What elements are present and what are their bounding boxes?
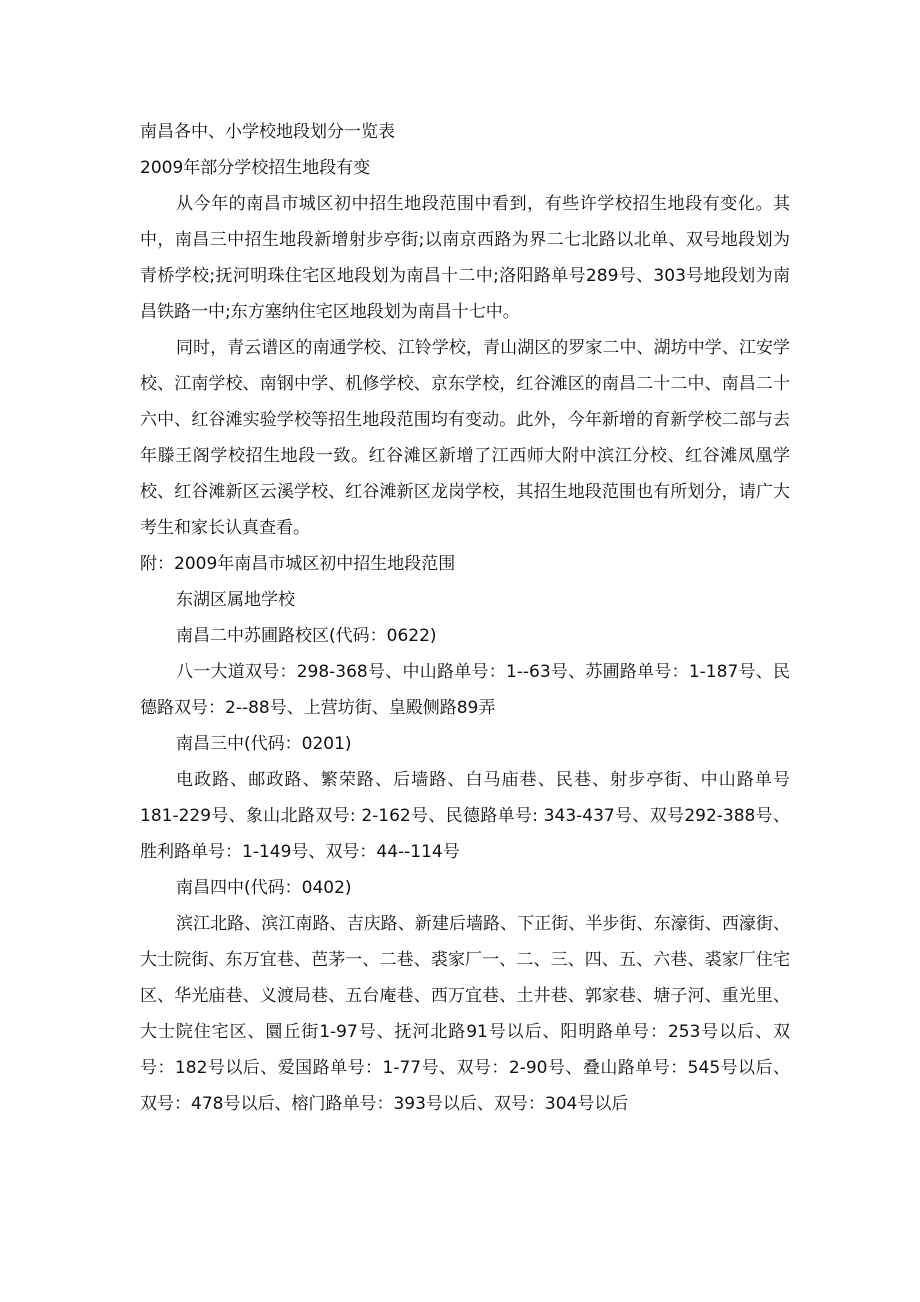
school-name: 南昌四中(代码：0402)	[176, 878, 352, 898]
school-name: 南昌三中(代码：0201)	[176, 734, 352, 754]
school-range: 电政路、邮政路、繁荣路、后墙路、白马庙巷、民巷、射步亭街、中山路单号181-229号、象山北路双号: 2-162号、民德路单号: 343-437号、双号292-388号、胜利路单号：1-149号、双号：44--114号	[140, 770, 790, 862]
school-range: 滨江北路、滨江南路、吉庆路、新建后墙路、下正街、半步街、东濠街、西濠街、大士院街、东万宜巷、芭茅一、二巷、裘家厂一、二、三、四、五、六巷、裘家厂住宅区、华光庙巷、义渡局巷、五台庵巷、西万宜巷、土井巷、郭家巷、塘子河、重光里、 大士院住宅区、圜丘街1-97号、抚河北路91号以后、阳明路单号：253号以后、双号：182号以后、爱国路单号：1-77号、双号：2-90号、叠山路单号：545号以后、双号：478号以后、榕门路单号：393号以后、双号：304号以后	[140, 914, 790, 1114]
document-body	[140, 114, 790, 1122]
document-title: 南昌各中、小学校地段划分一览表	[140, 122, 395, 142]
document-subtitle: 2009年部分学校招生地段有变	[140, 158, 371, 178]
school-range: 八一大道双号：298-368号、中山路单号：1--63号、苏圃路单号：1-187号、民德路双号：2--88号、上营坊街、皇殿侧路89弄	[140, 662, 790, 718]
paragraph-changes: 从今年的南昌市城区初中招生地段范围中看到，有些许学校招生地段有变化。其中，南昌三中招生地段新增射步亭街;以南京西路为界二七北路以北单、双号地段划为青桥学校;抚河明珠住宅区地段划为南昌十二中;洛阳路单号289号、303号地段划为南昌铁路一中;东方塞纳住宅区地段划为南昌十七中。	[140, 194, 790, 322]
paragraph-details: 同时，青云谱区的南通学校、江铃学校，青山湖区的罗家二中、湖坊中学、江安学校、江南学校、南钢中学、机修学校、京东学校，红谷滩区的南昌二十二中、南昌二十六中、红谷滩实验学校等招生地段范围均有变动。此外，今年新增的育新学校二部与去年滕王阁学校招生地段一致。红谷滩区新增了江西师大附中滨江分校、红谷滩凤凰学校、红谷滩新区云溪学校、红谷滩新区龙岗学校，其招生地段范围也有所划分，请广大考生和家长认真查看。	[140, 338, 790, 538]
district-heading: 东湖区属地学校	[176, 590, 295, 610]
school-name: 南昌二中苏圃路校区(代码：0622)	[176, 626, 437, 646]
appendix-title: 附：2009年南昌市城区初中招生地段范围	[140, 554, 456, 574]
